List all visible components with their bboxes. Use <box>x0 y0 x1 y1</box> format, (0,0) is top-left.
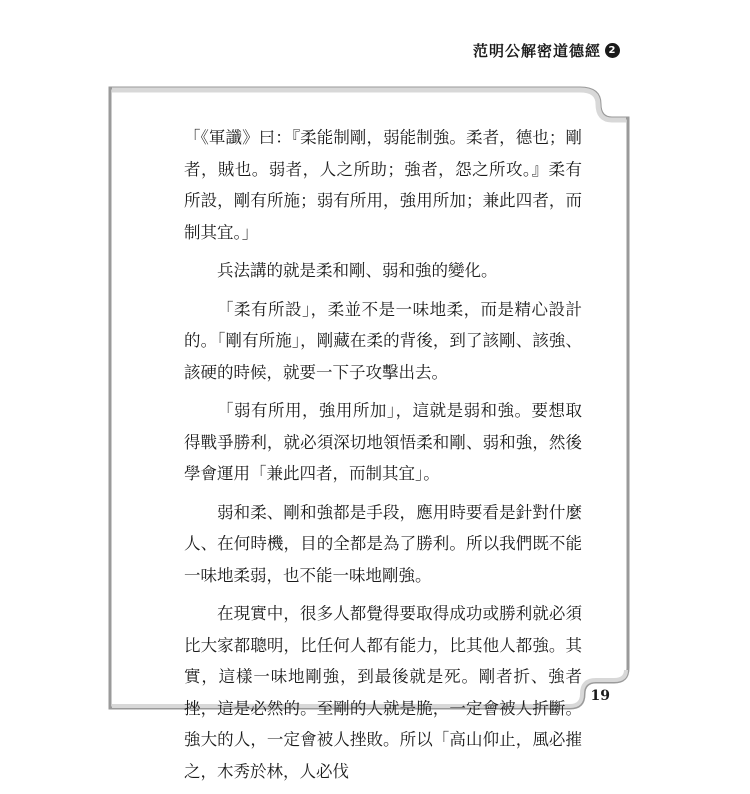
volume-badge: 2 <box>605 43 620 58</box>
paragraph: 「柔有所設」，柔並不是一味地柔，而是精心設計的。「剛有所施」，剛藏在柔的背後，到了該剛、該強、該硬的時候，就要一下子攻擊出去。 <box>184 299 582 382</box>
paragraph: 兵法講的就是柔和剛、弱和強的變化。 <box>217 261 498 280</box>
frame-shadow <box>112 90 626 120</box>
body-text <box>184 122 582 794</box>
paragraph-quote: 「《軍讖》曰：『柔能制剛，弱能制強。柔者，德也；剛者，賊也。弱者，人之所助；強者，怨之所攻。』柔有所設，剛有所施；弱有所用，強用所加；兼此四者，而制其宜。」 <box>184 128 582 242</box>
page-number: 19 <box>590 688 610 704</box>
book-title: 范明公解密道德經 <box>472 42 601 60</box>
paragraph: 「弱有所用，強用所加」，這就是弱和強。要想取得戰爭勝利，就必須深切地領悟柔和剛、弱和強，然後學會運用「兼此四者，而制其宜」。 <box>184 401 582 483</box>
paragraph: 弱和柔、剛和強都是手段，應用時要看是針對什麼人、在何時機，目的全都是為了勝利。所以我們既不能一味地柔弱，也不能一味地剛強。 <box>184 502 582 585</box>
paragraph: 在現實中，很多人都覺得要取得成功或勝利就必須比大家都聰明，比任何人都有能力，比其他人都強。其實，這樣一味地剛強，到最後就是死。剛者折、強者挫，這是必然的。至剛的人就是脆，一定會被人折斷。強大的人，一定會被人挫敗。所以「高山仰止，風必摧之，木秀於林，人必伐 <box>184 604 582 781</box>
